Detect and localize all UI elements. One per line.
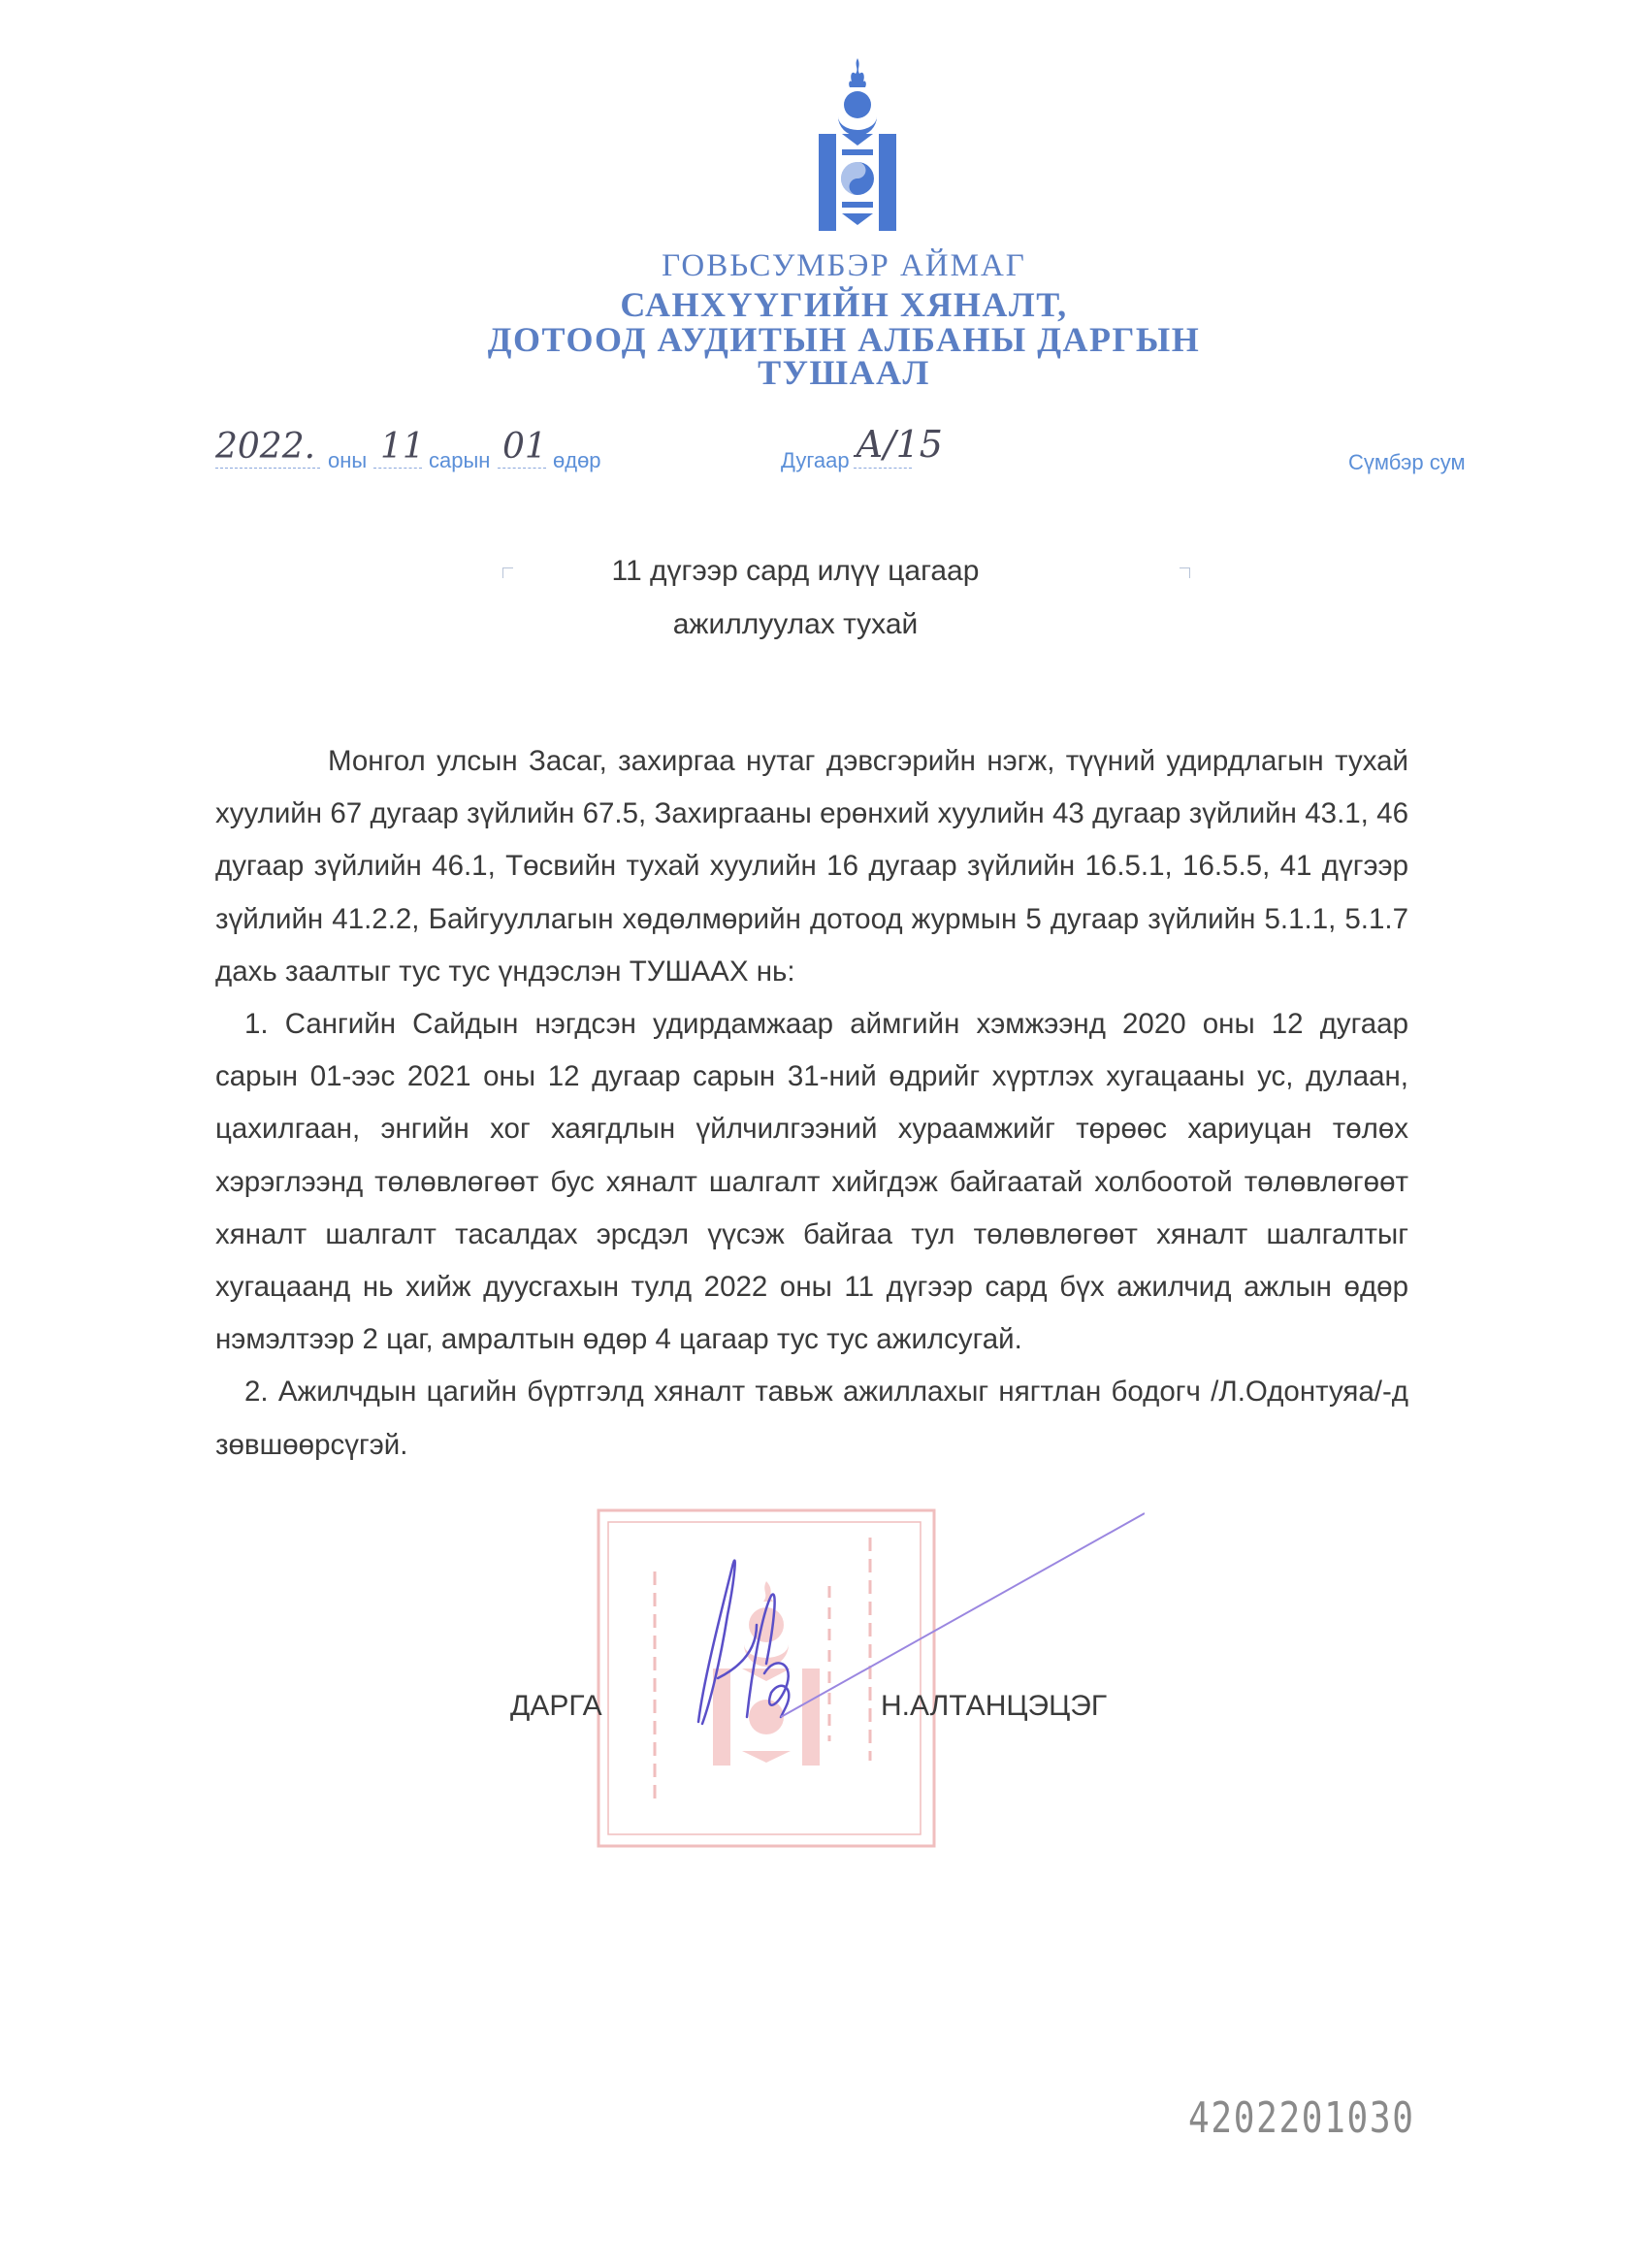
number-underline (854, 468, 912, 469)
office-name-line1: САНХҮҮГИЙН ХЯНАЛТ, (620, 285, 1068, 324)
title-line1: 11 дүгээр сард илүү цагаар (611, 555, 980, 587)
year-underline (215, 468, 320, 469)
order-item-1: 1. Сангийн Сайдын нэгдсэн удирдамжаар аймгийн хэмжээнд 2020 оны 12 дугаар сарын 01-ээс 2021 оны 12 дугаар сарын 31-ний өдрийг хүртлэх хугацааны ус, дулаан, цахилгаан, энгийн хог хаягдлын үйлчилгээний хураамжийг төрөөс хариуцан төлөх хэрэглээнд төлөвлөгөөт бус хяналт шалгалт хийгдэж байгаатай холбоотой төлөвлөгөөт хяналт шалгалт тасалдах эрсдэл үүсэж байгаа тул төлөвлөгөөт хяналт шалгалтыг хугацаанд нь хийж дуусгахын тулд 2022 оны 11 дүгээр сард бүх ажилчид ажлын өдөр нэмэлтээр 2 цаг, амралтын өдөр 4 цагаар тус тус ажилсугай. (215, 1008, 1408, 1356)
order-item-2: 2. Ажилчдын цагийн бүртгэлд хяналт тавьж ажиллахыг нягтлан бодогч /Л.Одонтуяа/-д зөвшөөрсүгэй. (215, 1376, 1408, 1461)
soyombo-emblem-icon (811, 58, 904, 233)
preamble-paragraph: Монгол улсын Засаг, захиргаа нутаг дэвсгэрийн нэгж, түүний удирдлагын тухай хуулийн 67 дугаар зүйлийн 67.5, Захиргааны ерөнхий хуулийн 43 дугаар зүйлийн 43.1, 46 дугаар зүйлийн 46.1, Төсвийн тухай хуулийн 16 дугаар зүйлийн 16.5.1, 16.5.5, 41 дүгээр зүйлийн 41.2.2, Байгууллагын хөдөлмөрийн дотоод журмын 5 дугаар зүйлийн 5.1.1, 5.1.7 дахь заалтыг тус тус үндэслэн ТУШААХ нь: (215, 745, 1408, 988)
year-value: 2022. (215, 427, 316, 467)
month-underline (373, 468, 422, 469)
document-type: ТУШААЛ (758, 353, 930, 392)
signatory-position: ДАРГА (510, 1690, 602, 1722)
aimag-name: ГОВЬСУМБЭР АЙМАГ (662, 248, 1026, 283)
year-label: оны (328, 448, 368, 472)
title-line2: ажиллуулах тухай (672, 608, 919, 640)
day-label: өдөр (553, 448, 601, 472)
office-name-line2: ДОТООД АУДИТЫН АЛБАНЫ ДАРГЫН (487, 320, 1201, 359)
place-name: Сүмбэр сум (1348, 450, 1466, 474)
order-number: А/15 (856, 423, 943, 466)
month-value: 11 (380, 427, 425, 467)
month-label: сарын (429, 448, 491, 472)
day-underline (498, 468, 546, 469)
document-body (215, 735, 1408, 1472)
number-label: Дугаар (781, 448, 850, 472)
signatory-name: Н.АЛТАНЦЭЦЭГ (881, 1690, 1108, 1722)
document-serial-number: 4202201030 (1188, 2093, 1415, 2143)
day-value: 01 (502, 427, 547, 467)
